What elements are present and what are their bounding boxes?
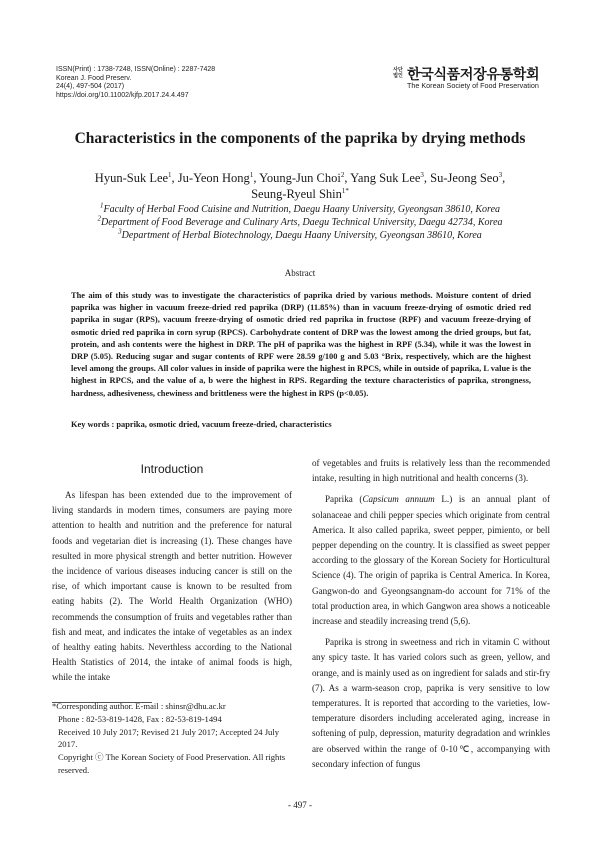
volume-line: 24(4), 497-504 (2017) <box>56 83 125 91</box>
journal-meta <box>56 66 215 100</box>
affiliation: $^3$Department of Herbal Biotechnology, Daegu Haany University, Gyeongsan 38610, Korea <box>118 227 482 241</box>
author: Seung-Ryeul Shin$^{1*}$ <box>251 186 349 201</box>
keywords-list: paprika, osmotic dried, vacuum freeze-dried, characteristics <box>116 420 332 429</box>
keywords <box>71 420 531 429</box>
author: Ju-Yeon Hong$^1$ <box>177 170 254 185</box>
society-name-en: The Korean Society of Food Preservation <box>407 81 539 90</box>
affiliation: $^2$Department of Food Beverage and Culinary Arts, Daegu Technical University, Daegu 42734, Korea <box>97 214 503 228</box>
society-name-ko: 한국식품저장유통학회 <box>407 67 540 83</box>
intro-paragraph-continued: of vegetables and fruits is relatively less than the recommended intake, resulting in high nutritional and health concerns (3). <box>312 458 550 484</box>
affiliation-list <box>60 203 540 242</box>
author: Young-Jun Choi$^2$ <box>259 170 345 185</box>
abstract-body: The aim of this study was to investigate the characteristics of paprika dried by various methods. Moisture content of dried paprika was higher in vacuum freeze-dried red paprika (DRP) (11.85%) than in vacuum freeze-drying of osmotic dried red paprika in sugar (RPS), vacuum freeze-drying of osmotic dried red paprika in fructose (RPF) and vacuum freeze-drying of osmotic dried red paprika in corn syrup (RPCS). Carbohydrate content of DRP was the lowest among the dried groups, but fat, protein, and ash contents were the highest in DRP. The pH of paprika was the highest in RPF (5.34), while it was the lowest in DRP (5.05). Reducing sugar and sugar contents of RPF were 28.59 g/100 g and 5.03 °Brix, respectively, which are the highest level among the groups. All color values in inside of paprika were the highest in RPCS, while in outside of paprika, L value is the highest in RPCS, and the value of a, b were the highest in RPS. Regarding the texture characteristics of paprika, strongness, hardness, adhesiveness, chewiness and brittleness were the highest in RPS (p<0.05). <box>71 291 531 398</box>
doi-link[interactable]: https://doi.org/10.11002/kjfp.2017.24.4.497 <box>56 91 189 99</box>
dates: Received 10 July 2017; Revised 21 July 2017; Accepted 24 July 2017. <box>58 726 280 750</box>
page-number: - 497 - <box>288 800 312 810</box>
paper-title: Characteristics in the components of the paprika by drying methods <box>74 130 526 147</box>
left-column <box>52 488 292 686</box>
author-list: Hyun-Suk Lee$^1$, Ju-Yeon Hong$^1$, Young-Jun Choi$^2$, Yang Suk Lee$^3$, Su-Jeong Seo$^3$, Seung-Ryeul Shin$^{1*}$ <box>94 170 506 201</box>
author: Yang Suk Lee$^3$ <box>350 170 424 185</box>
journal-name: Korean J. Food Preserv. <box>56 74 132 82</box>
author: Su-Jeong Seo$^3$ <box>430 170 503 185</box>
right-column <box>312 456 550 772</box>
section-heading-introduction: Introduction <box>140 462 204 476</box>
affiliation: $^1$Faculty of Herbal Food Cuisine and Nutrition, Daegu Haany University, Gyeongsan 38610, Korea <box>99 201 501 215</box>
issn-line: ISSN(Print) : 1738-7248, ISSN(Online) : 2287-7428 <box>56 66 216 73</box>
footnote <box>52 700 292 777</box>
species-name: Capsicum annuum <box>362 494 435 505</box>
intro-paragraph: Paprika is strong in sweetness and rich in vitamin C without any spicy taste. It has varied colors such as green, yellow, and orange, and is mainly used as on ingredient for salads and stir-fry (7). As a warm-season crop, paprika is very sensitive to low temperatures. It is reported that according to the varieties, low-temperature disorders including accelerated aging, increase in softening of pulp, depression, maturity degradation and wrinkles are observed within the range of 0-10℃, accompanying with secondary infection of fungus <box>312 637 550 769</box>
intro-paragraph: Paprika (Capsicum annuum L.) is an annual plant of solanaceae and chili pepper species which originate from central America. It also called paprika, sweet pepper, pimiento, or bell pepper depending on the country. It is classified as sweet pepper according to the glossary of the Korean Society for Horticultural Science (4). The origin of paprika is Central America. In Korea, Gangwon-do and Gyeongsangnam-do account for 71% of the total production area, in which Gangwon area shows a noticeable increase and steadily increasing trend (5,6). <box>312 494 550 627</box>
author: Hyun-Suk Lee$^1$ <box>94 170 172 185</box>
society-logo <box>392 64 558 90</box>
abstract-heading: Abstract <box>284 268 316 278</box>
contact-phone: Phone : 82-53-819-1428, Fax : 82-53-819-1494 <box>58 713 222 724</box>
keywords-label: Key words : <box>71 420 115 429</box>
copyright: Copyright ⓒ The Korean Society of Food Preservation. All rights reserved. <box>58 752 286 775</box>
intro-paragraph: As lifespan has been extended due to the improvement of living standards in modern times, consumers are paying more attention to health and nutrition and the preference for natural foods and vegetarian diet is increasing (1). These changes have resulted in more physical strength and better nutrition. However the incidence of various diseases inducing cancer is still on the rise, of which important cause is known to be resulted from eating habits (2). The World Health Organization (WHO) recommends the consumption of fruits and vegetables rather than fish and meat, and indicates the intake of vegetables as an index of healthy eating habits. Neverthless according to the National Health Statistics of 2014, the intake of animal foods is high, while the intake <box>52 490 292 683</box>
corresponding-author: *Corresponding author. E-mail : shinsr@dhu.ac.kr <box>52 701 226 711</box>
society-mark: 사단 법인 <box>393 67 403 79</box>
